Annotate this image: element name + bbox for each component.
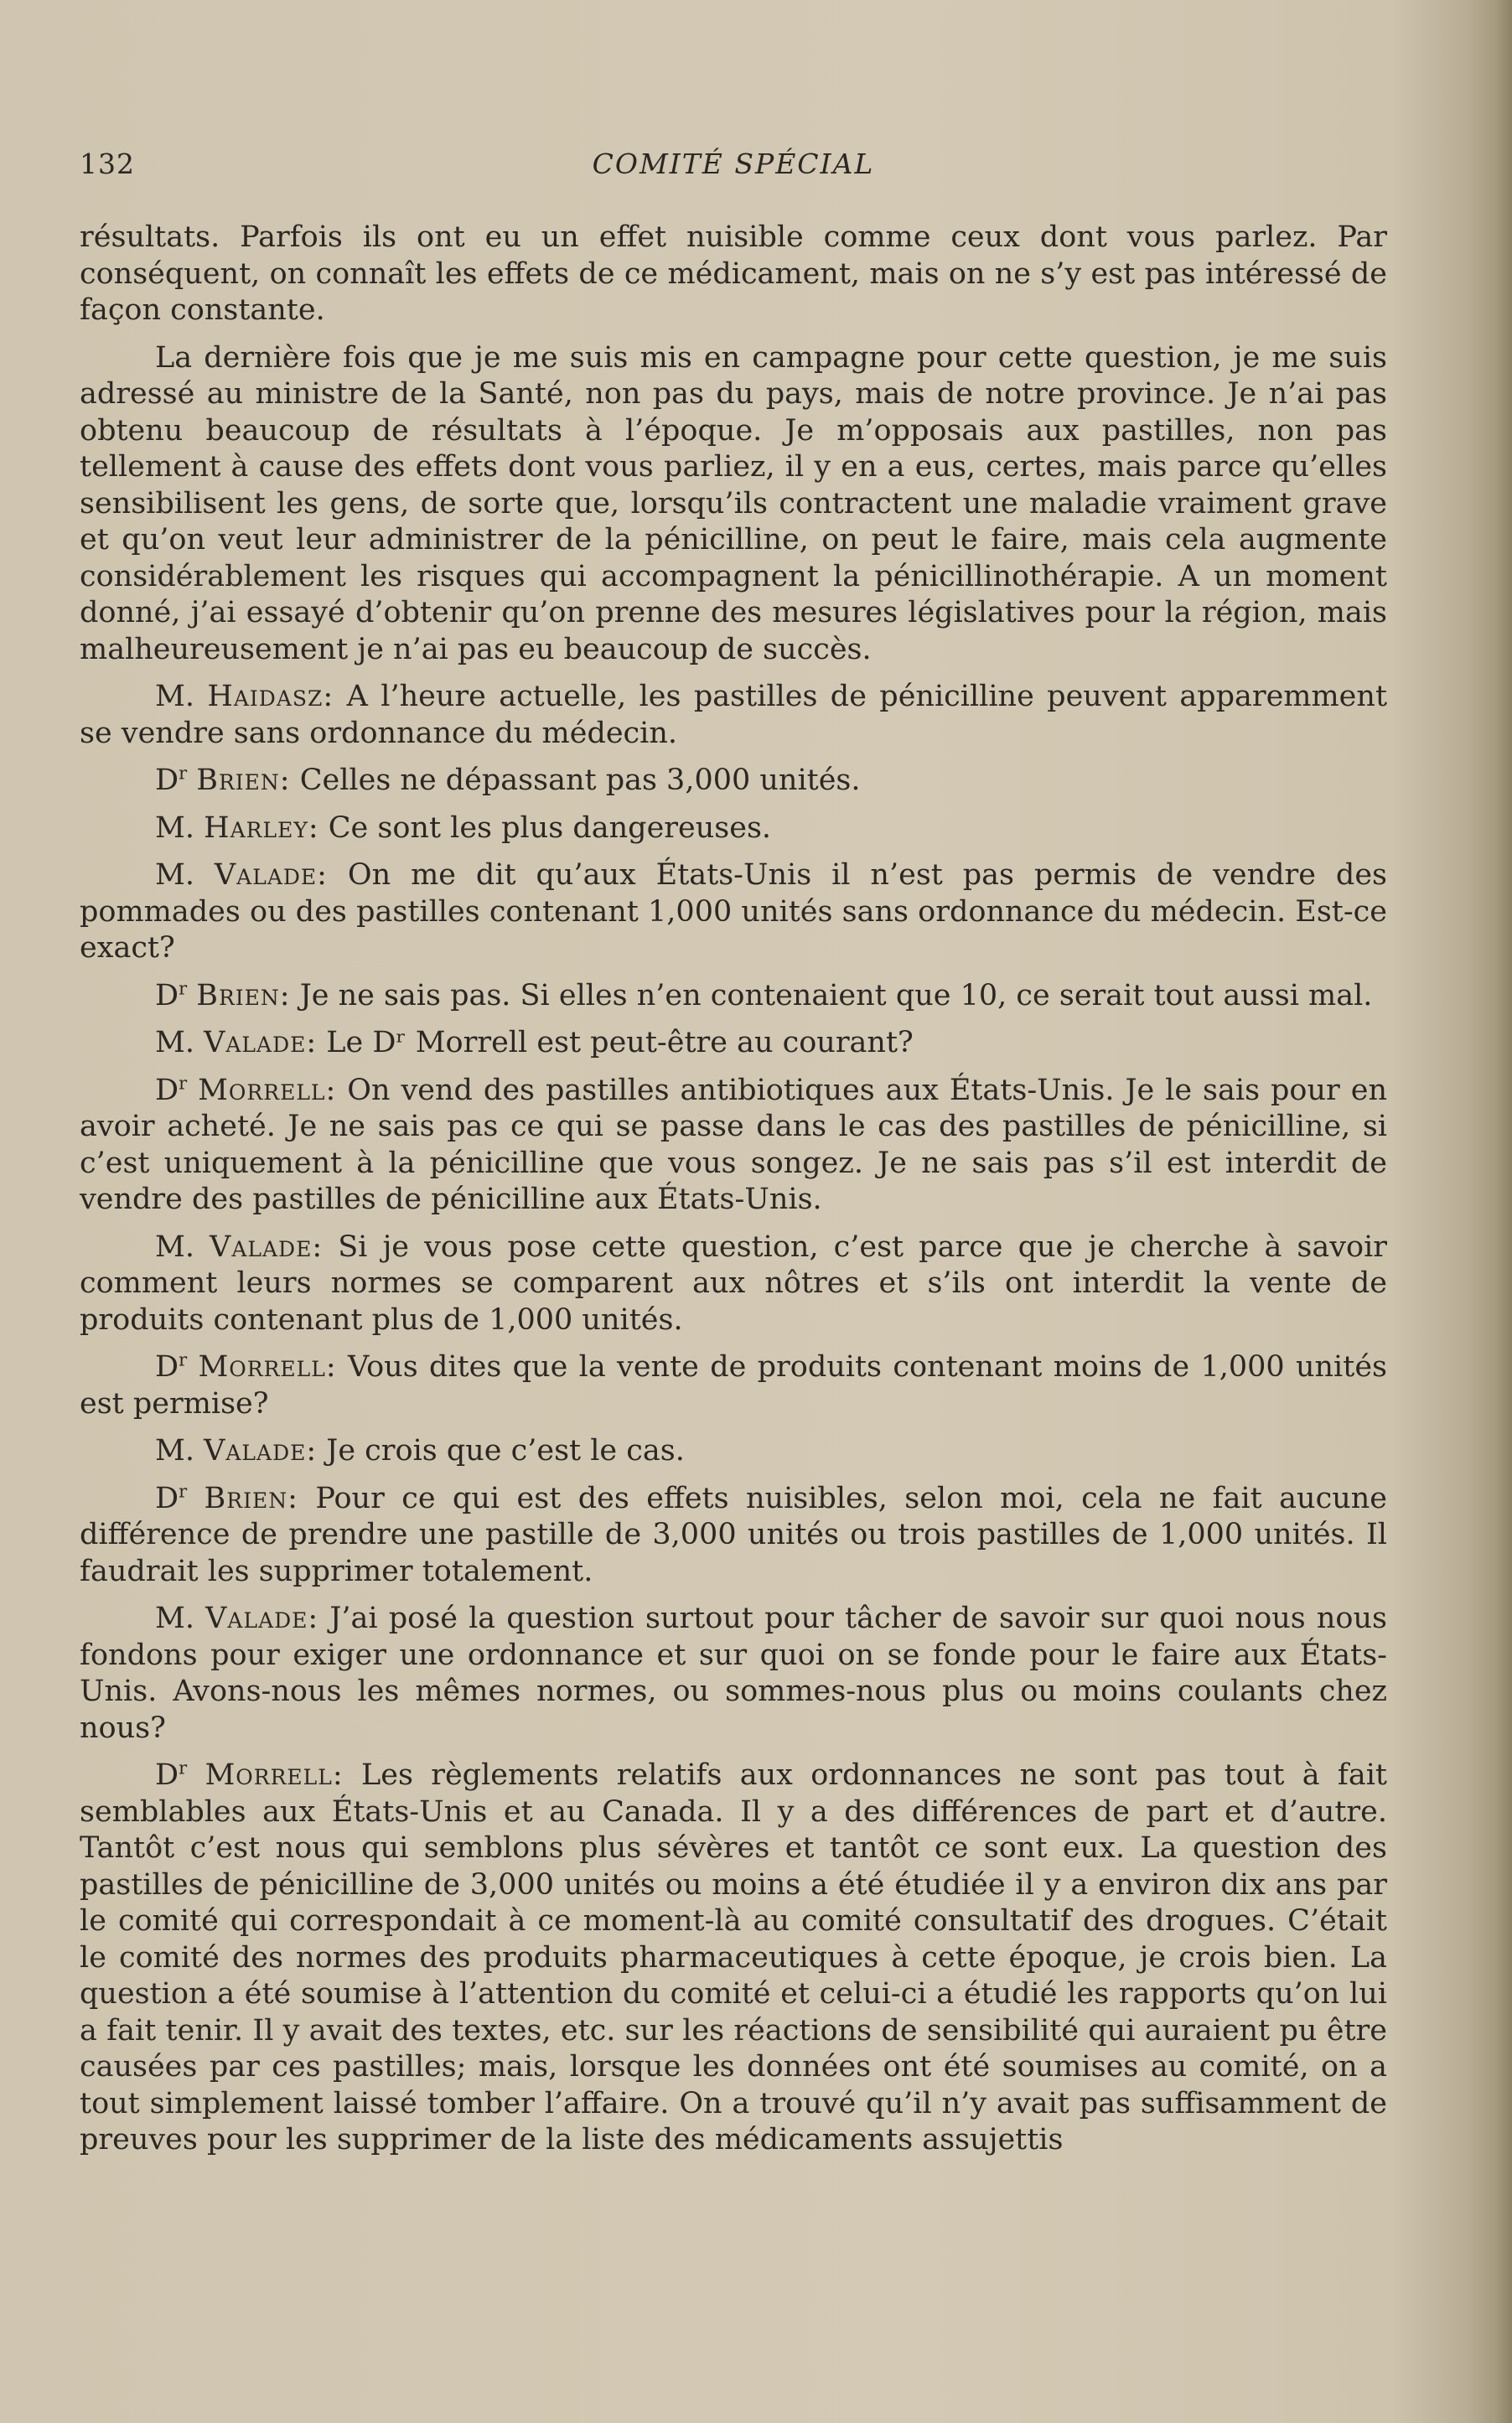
paragraph-text: Le Dʳ Morrell est peut-être au courant? [317,1026,914,1059]
speaker-paragraph [80,1481,1387,1591]
speaker-paragraph [80,1601,1387,1747]
speaker-title: D [155,1073,179,1107]
paragraph-text: A l’heure actuelle, les pastilles de pénicilline peuvent apparemment se vendre sans ordonnance du médecin. [80,680,1388,750]
speaker-name: Valade: [205,1602,319,1635]
paragraph-text: La dernière fois que je me suis mis en campagne pour cette question, je me suis adressé au ministre de la Santé, non pas du pays, mais de notre province. Je n’ai pas obtenu beaucoup de résultats à l’époque. Je m’opposais aux pastilles, non pas tellement à cause des effets dont vous parliez, il y en a eus, certes, mais parce qu’elles sensibilisent les gens, de sorte que, lorsqu’ils contractent une maladie vraiment grave et qu’on veut leur administrer de la pénicilline, on peut le faire, mais cela augmente considérablement les risques qui accompagnent la pénicillinothérapie. A un moment donné, j’ai essayé d’obtenir qu’on prenne des mesures législatives pour la région, mais malheureusement je n’ai pas eu beaucoup de succès. [80,340,1387,666]
running-title: COMITÉ SPÉCIAL [592,148,875,180]
speaker-title: D [155,1481,179,1515]
speaker-name: Brien: [196,764,291,797]
paragraph-text: Les règlements relatifs aux ordonnances ne sont pas tout à fait semblables aux États-Unis et au Canada. Il y a des différences de part et d’autre. Tantôt c’est nous qui semblons plus sévères et tantôt ce sont eux. La question des pastilles de pénicilline de 3,000 unités ou moins a été étudiée il y a environ dix ans par le comité qui correspondait à ce moment-là au comité consultatif des drogues. C’était le comité des normes des produits pharmaceutiques à cette époque, je crois bien. La question a été soumise à l’attention du comité et celui-ci a étudié les rapports qu’on lui a fait tenir. Il y avait des textes, etc. sur les réactions de sensibilité qui auraient pu être causées par ces pastilles; mais, lorsque les données ont été soumises au comité, on a tout simplement laissé tomber l’affaire. On a trouvé qu’il n’y avait pas suffisamment de preuves pour les supprimer de la liste des médicaments assujettis [80,1758,1387,2156]
speaker-title: M. [155,680,208,713]
speaker-paragraph [80,810,1387,847]
paragraph-text: Je crois que c’est le cas. [317,1434,685,1468]
title-superscript: r [179,977,188,998]
speaker-title: D [155,764,179,797]
speaker-name: Brien: [204,1481,298,1515]
paragraph-text: Vous dites que la vente de produits contenant moins de 1,000 unités est permise? [80,1350,1387,1421]
document-body [80,220,1387,2170]
speaker-paragraph [80,857,1387,967]
speaker-title: D [155,1758,179,1792]
paragraph-text: Si je vous pose cette question, c’est parce que je cherche à savoir comment leurs normes se comparent aux nôtres et s’ils ont interdit la vente de produits contenant plus de 1,000 unités. [80,1230,1388,1337]
speaker-name: Valade: [210,1230,324,1264]
page-edge-shadow [1484,0,1512,2423]
paragraph-text: Je ne sais pas. Si elles n’en contenaient que 10, ce serait tout aussi mal. [290,978,1373,1012]
speaker-name: Valade: [204,1026,318,1059]
speaker-paragraph [80,1025,1387,1062]
speaker-paragraph [80,679,1387,752]
page-header [80,148,1387,189]
paragraph-text: On me dit qu’aux États-Unis il n’est pas permis de vendre des pommades ou des pastilles contenant 1,000 unités sans ordonnance du médecin. Est-ce exact? [80,858,1387,965]
title-superscript: r [179,1349,188,1370]
paragraph-text: Pour ce qui est des effets nuisibles, selon moi, cela ne fait aucune différence de prendre une pastille de 3,000 unités ou trois pastilles de 1,000 unités. Il faudrait les supprimer totalement. [80,1481,1387,1588]
speaker-name: Morrell: [198,1350,337,1384]
speaker-paragraph [80,1758,1387,2159]
speaker-name: Brien: [196,978,291,1012]
paragraph-text: Ce sont les plus dangereuses. [318,810,772,845]
speaker-paragraph [80,1433,1387,1470]
speaker-title: M. [155,1230,210,1264]
paragraph-text: résultats. Parfois ils ont eu un effet nuisible comme ceux dont vous parlez. Par conséquent, on connaît les effets de ce médicament, mais on ne s’y est pas intéressé de façon constante. [80,220,1387,327]
paragraph [80,340,1387,669]
speaker-title: M. [155,1026,205,1059]
title-superscript: r [179,1758,188,1778]
speaker-name: Morrell: [205,1758,344,1792]
title-superscript: r [179,763,188,784]
speaker-title: D [155,1350,179,1384]
speaker-paragraph [80,763,1387,800]
paragraph-text: Celles ne dépassant pas 3,000 unités. [290,764,861,797]
speaker-paragraph [80,1349,1387,1422]
speaker-title: D [155,978,179,1012]
speaker-name: Valade: [214,858,328,892]
title-superscript: r [179,1072,188,1093]
speaker-paragraph [80,1073,1387,1219]
speaker-name: Valade: [204,1434,318,1468]
speaker-name: Haidasz: [207,680,334,713]
paragraph-text: On vend des pastilles antibiotiques aux États-Unis. Je le sais pour en avoir acheté. Je ne sais pas ce qui se passe dans le cas des pastilles de pénicilline, si c’est uniquement à la pénicilline que vous songez. Je ne sais pas s’il est interdit de vendre des pastilles de pénicilline aux États-Unis. [80,1073,1387,1216]
speaker-name: Morrell: [198,1073,337,1107]
speaker-title: M. [155,858,215,892]
paragraph-text: J’ai posé la question surtout pour tâcher de savoir sur quoi nous nous fondons pour exiger une ordonnance et sur quoi on se fonde pour le faire aux États-Unis. Avons-nous les mêmes normes, ou sommes-nous plus ou moins coulants chez nous? [80,1602,1387,1745]
speaker-title: M. [155,1434,205,1468]
speaker-paragraph [80,978,1387,1015]
paragraph [80,220,1387,329]
page-number: 132 [80,148,135,180]
speaker-paragraph [80,1230,1387,1339]
speaker-title: M. [155,810,205,845]
speaker-name: Harley: [204,810,319,845]
title-superscript: r [179,1480,188,1501]
speaker-title: M. [155,1602,206,1635]
